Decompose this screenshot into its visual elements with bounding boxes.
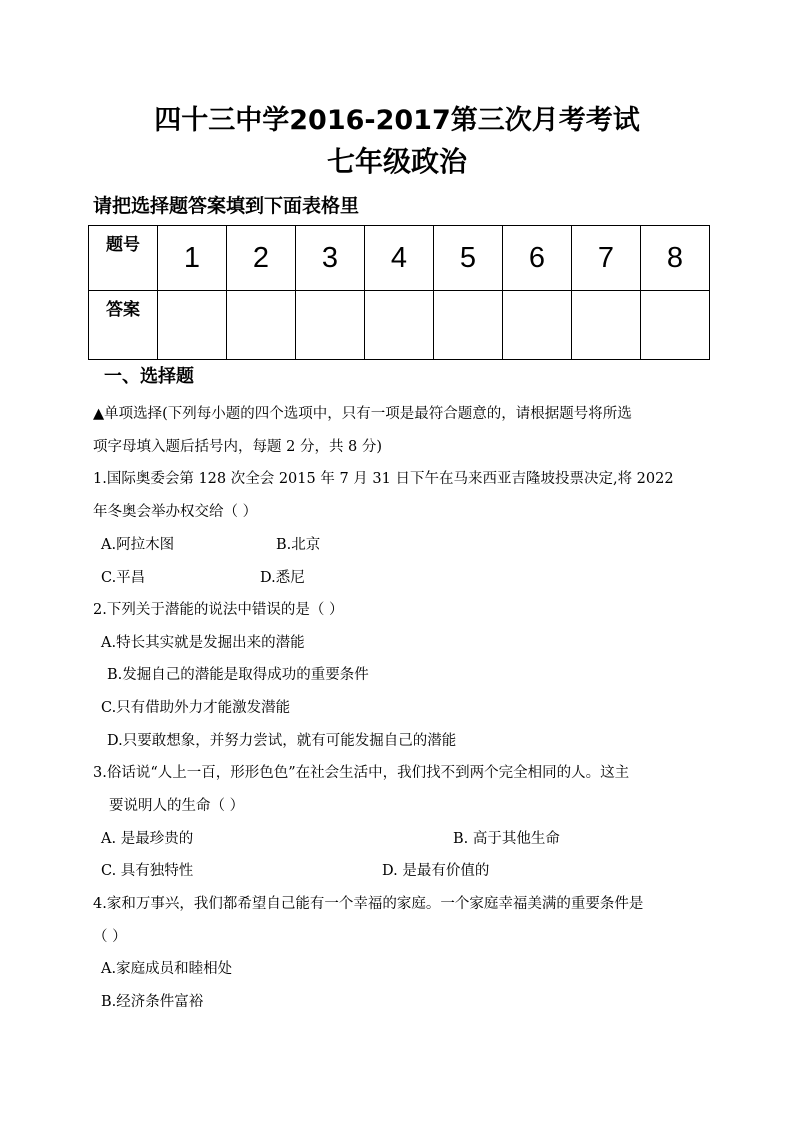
q3-option-b: B. 高于其他生命	[453, 831, 560, 847]
q4-stem-line-2: （ ）	[93, 929, 127, 945]
q4-option-b: B.经济条件富裕	[101, 994, 204, 1010]
question-number-cell: 2	[227, 226, 296, 291]
answer-table-instruction: 请把选择题答案填到下面表格里	[93, 195, 360, 217]
intro-line-2: 项字母填入题后括号内，每题 2 分，共 8 分)	[93, 439, 383, 455]
answer-cell[interactable]	[158, 291, 227, 360]
q3-option-c: C. 具有独特性	[101, 863, 194, 879]
q3-option-d: D. 是最有价值的	[382, 863, 490, 879]
intro-line-1: ▲单项选择(下列每小题的四个选项中，只有一项是最符合题意的，请根据题号将所选	[93, 406, 632, 422]
question-number-label: 题号	[89, 226, 158, 291]
q4-option-a: A.家庭成员和睦相处	[101, 961, 233, 977]
answer-table	[88, 225, 710, 360]
answer-cell[interactable]	[641, 291, 710, 360]
q3-stem-line-2: 要说明人的生命（ ）	[109, 798, 245, 814]
question-number-cell: 5	[434, 226, 503, 291]
question-number-row	[89, 226, 710, 291]
q3-option-a: A. 是最珍贵的	[101, 831, 194, 847]
q1-option-a: A.阿拉木图	[101, 537, 175, 553]
q1-stem-line-1: 1.国际奥委会第 128 次全会 2015 年 7 月 31 日下午在马来西亚吉隆坡投票决定,将 2022	[93, 471, 674, 487]
q2-option-c: C.只有借助外力才能激发潜能	[101, 700, 291, 716]
answer-cell[interactable]	[296, 291, 365, 360]
q2-option-d: D.只要敢想象，并努力尝试，就有可能发掘自己的潜能	[107, 733, 457, 749]
question-number-cell: 4	[365, 226, 434, 291]
q1-option-d: D.悉尼	[260, 570, 305, 586]
q1-stem-line-2: 年冬奥会举办权交给（ ）	[93, 504, 258, 520]
q4-stem-line-1: 4.家和万事兴，我们都希望自己能有一个幸福的家庭。一个家庭幸福美满的重要条件是	[93, 896, 644, 912]
question-number-cell: 3	[296, 226, 365, 291]
exam-title: 四十三中学2016-2017第三次月考考试	[154, 105, 640, 136]
answer-cell[interactable]	[227, 291, 296, 360]
question-number-cell: 7	[572, 226, 641, 291]
answer-cell[interactable]	[434, 291, 503, 360]
q2-stem: 2.下列关于潜能的说法中错误的是（ ）	[93, 602, 344, 618]
q1-option-b: B.北京	[276, 537, 321, 553]
exam-subtitle: 七年级政治	[326, 145, 467, 178]
answer-cell[interactable]	[572, 291, 641, 360]
answer-label: 答案	[89, 291, 158, 360]
answer-cell[interactable]	[365, 291, 434, 360]
question-number-cell: 8	[641, 226, 710, 291]
question-number-cell: 6	[503, 226, 572, 291]
answer-cell[interactable]	[503, 291, 572, 360]
q3-stem-line-1: 3.俗话说“人上一百，形形色色”在社会生活中，我们找不到两个完全相同的人。这主	[93, 765, 630, 781]
section-title: 一、选择题	[104, 366, 194, 387]
q2-option-b: B.发掘自己的潜能是取得成功的重要条件	[107, 667, 369, 683]
q2-option-a: A.特长其实就是发掘出来的潜能	[101, 635, 305, 651]
q1-option-c: C.平昌	[101, 570, 146, 586]
question-number-cell: 1	[158, 226, 227, 291]
answer-row	[89, 291, 710, 360]
